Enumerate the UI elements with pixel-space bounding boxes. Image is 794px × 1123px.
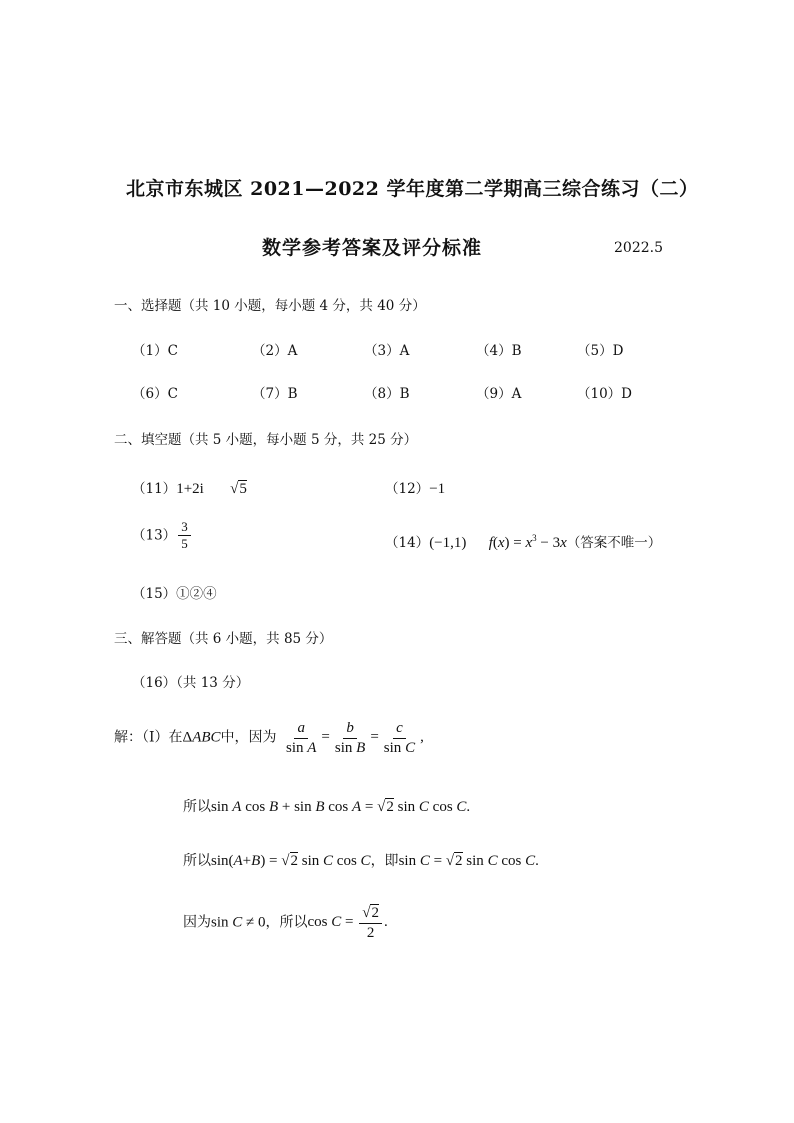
answer-5: （5）D [577, 343, 624, 359]
equation-2: sin A cos B + sin B cos A = √2 sin C cos C. [211, 799, 471, 815]
answer-10: （10）D [577, 386, 633, 402]
answer-1: （1）C [132, 343, 178, 359]
equation-3b: sin C = √2 sin C cos C. [398, 853, 539, 869]
because-label: 因为 [183, 914, 211, 931]
document-date: 2022.5 [614, 240, 663, 256]
equation-3a: sin(A+B) = √2 sin C cos C [211, 853, 371, 869]
solution-line-3 [183, 850, 539, 870]
answer-12 [385, 477, 445, 498]
solution-line-4 [183, 905, 388, 941]
solution-prefix: 解：（Ⅰ）在 [114, 729, 183, 746]
so-label-1: 所以 [183, 799, 211, 815]
answer-9: （9）A [476, 386, 522, 402]
answer-7: （7）B [252, 386, 298, 402]
answer-14-note: （答案不唯一） [566, 535, 662, 551]
answer-14-function: $f(x) = x^3 - 3x$ [488, 533, 567, 551]
page-subtitle: 数学参考答案及评分标准 [262, 237, 483, 259]
sine-law: $\frac{a}{\text{sin A}}$ = $\frac{b}{\text{sin B}}$ = $\frac{c}{\text{sin C}}$ , [285, 720, 424, 756]
triangle-abc: ΔABC [182, 729, 221, 746]
answer-3: （3）A [364, 343, 410, 359]
section-3-heading: 三、解答题（共 6 小题，共 85 分） [114, 631, 333, 647]
sqrt-icon: √5 [230, 481, 247, 497]
answer-11 [132, 477, 247, 498]
answer-12-label: （12） [385, 481, 430, 497]
answer-6: （6）C [132, 386, 178, 402]
answer-8: （8）B [364, 386, 410, 402]
so-label-3: ，所以 [265, 914, 308, 931]
page-title: 北京市东城区 2021—2022 学年度第二学期高三综合练习（二） [126, 178, 699, 200]
answer-4: （4）B [476, 343, 522, 359]
answer-14-label: （14） [385, 535, 430, 551]
answer-13-label: （13） [132, 527, 177, 544]
solution-line-1 [114, 720, 424, 756]
answer-11-label: （11） [132, 481, 177, 497]
solution-mid: 中，因为 [220, 729, 277, 746]
answer-15: （15）①②④ [132, 586, 217, 602]
solution-line-2 [183, 796, 470, 816]
section-1-heading: 一、选择题（共 10 小题，每小题 4 分，共 40 分） [114, 298, 426, 314]
answer-14-value: (−1,1) [429, 535, 467, 551]
equation-4b: cos C = $\frac{√2}{2}$ . [307, 905, 388, 941]
question-16-heading: （16）（共 13 分） [132, 675, 250, 691]
answer-12-value: −1 [429, 481, 446, 497]
ji-label: ，即 [370, 853, 399, 869]
so-label-2: 所以 [183, 853, 211, 869]
answer-11-radicand: 5 [239, 481, 247, 497]
answer-13-fraction: $\frac{3}{5}$ [178, 520, 191, 552]
answer-11-value: 1+2i [176, 481, 204, 497]
equation-4a: sin C ≠ 0 [211, 914, 266, 931]
answer-14 [385, 531, 661, 552]
section-2-heading: 二、填空题（共 5 小题，每小题 5 分，共 25 分） [114, 432, 418, 448]
answer-2: （2）A [252, 343, 298, 359]
answer-13 [132, 520, 193, 552]
